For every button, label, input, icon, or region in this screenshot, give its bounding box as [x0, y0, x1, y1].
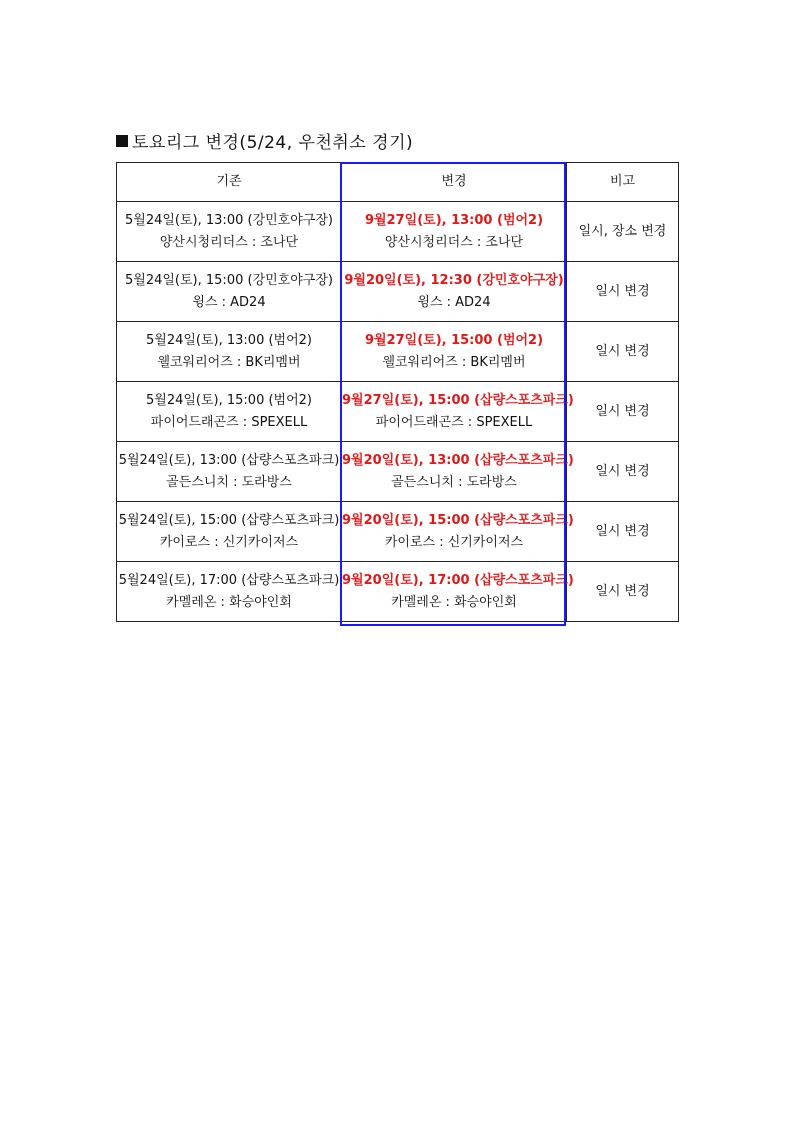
table-header-row	[117, 163, 679, 202]
changed-when: 9월27일(토), 13:00 (범어2)	[364, 212, 544, 228]
original-cell	[117, 382, 342, 442]
original-when: 5월24일(토), 15:00 (범어2)	[145, 392, 313, 408]
changed-teams: 카이로스 : 신기카이저스	[384, 534, 524, 550]
note-cell: 일시 변경	[567, 442, 679, 502]
changed-teams: 양산시청리더스 : 조나단	[384, 234, 524, 250]
original-when: 5월24일(토), 13:00 (강민호야구장)	[125, 212, 333, 228]
changed-teams: 골든스니치 : 도라방스	[391, 474, 517, 490]
original-teams: 웰코워리어즈 : BK리멤버	[157, 354, 301, 370]
original-cell	[117, 502, 342, 562]
note-cell: 일시 변경	[567, 322, 679, 382]
page-title-text: 토요리그 변경(5/24, 우천취소 경기)	[132, 133, 414, 153]
original-when: 5월24일(토), 13:00 (삽량스포츠파크)	[118, 452, 340, 468]
table-row	[117, 442, 679, 502]
schedule-change-table	[116, 162, 679, 622]
table-row	[117, 502, 679, 562]
table-row	[117, 382, 679, 442]
changed-teams: 웰코워리어즈 : BK리멤버	[382, 354, 526, 370]
original-when: 5월24일(토), 15:00 (강민호야구장)	[125, 272, 333, 288]
original-cell	[117, 562, 342, 622]
original-teams: 골든스니치 : 도라방스	[166, 474, 292, 490]
table-row	[117, 562, 679, 622]
original-teams: 양산시청리더스 : 조나단	[159, 234, 299, 250]
header-changed: 변경	[342, 163, 567, 202]
changed-when: 9월20일(토), 13:00 (삽량스포츠파크)	[342, 452, 574, 468]
note-cell: 일시, 장소 변경	[567, 202, 679, 262]
changed-teams: 파이어드래곤즈 : SPEXELL	[375, 414, 533, 430]
changed-cell	[342, 502, 574, 562]
changed-teams: 카멜레온 : 화승야인회	[391, 594, 517, 610]
original-when: 5월24일(토), 13:00 (범어2)	[145, 332, 313, 348]
note-cell: 일시 변경	[567, 562, 679, 622]
changed-when: 9월27일(토), 15:00 (범어2)	[364, 332, 544, 348]
changed-when: 9월20일(토), 15:00 (삽량스포츠파크)	[342, 512, 574, 528]
page-title	[116, 128, 413, 153]
changed-cell	[342, 442, 574, 502]
original-when: 5월24일(토), 15:00 (삽량스포츠파크)	[118, 512, 340, 528]
header-original: 기존	[117, 163, 342, 202]
black-square-icon	[116, 135, 128, 147]
changed-when: 9월27일(토), 15:00 (삽량스포츠파크)	[342, 392, 574, 408]
table-row	[117, 322, 679, 382]
note-cell: 일시 변경	[567, 262, 679, 322]
original-teams: 윙스 : AD24	[192, 294, 266, 310]
changed-teams: 윙스 : AD24	[417, 294, 491, 310]
original-cell	[117, 322, 342, 382]
original-teams: 파이어드래곤즈 : SPEXELL	[150, 414, 308, 430]
changed-cell	[342, 322, 567, 382]
original-cell	[117, 442, 342, 502]
header-note: 비고	[567, 163, 679, 202]
changed-when: 9월20일(토), 17:00 (삽량스포츠파크)	[342, 572, 574, 588]
original-cell	[117, 202, 342, 262]
note-cell: 일시 변경	[567, 382, 679, 442]
table-row	[117, 202, 679, 262]
changed-cell	[342, 262, 567, 322]
changed-cell	[342, 562, 574, 622]
note-cell: 일시 변경	[567, 502, 679, 562]
changed-cell	[342, 202, 567, 262]
original-cell	[117, 262, 342, 322]
changed-when: 9월20일(토), 12:30 (강민호야구장)	[344, 272, 564, 288]
original-teams: 카멜레온 : 화승야인회	[166, 594, 292, 610]
changed-cell	[342, 382, 574, 442]
table-row	[117, 262, 679, 322]
original-when: 5월24일(토), 17:00 (삽량스포츠파크)	[118, 572, 340, 588]
original-teams: 카이로스 : 신기카이저스	[159, 534, 299, 550]
